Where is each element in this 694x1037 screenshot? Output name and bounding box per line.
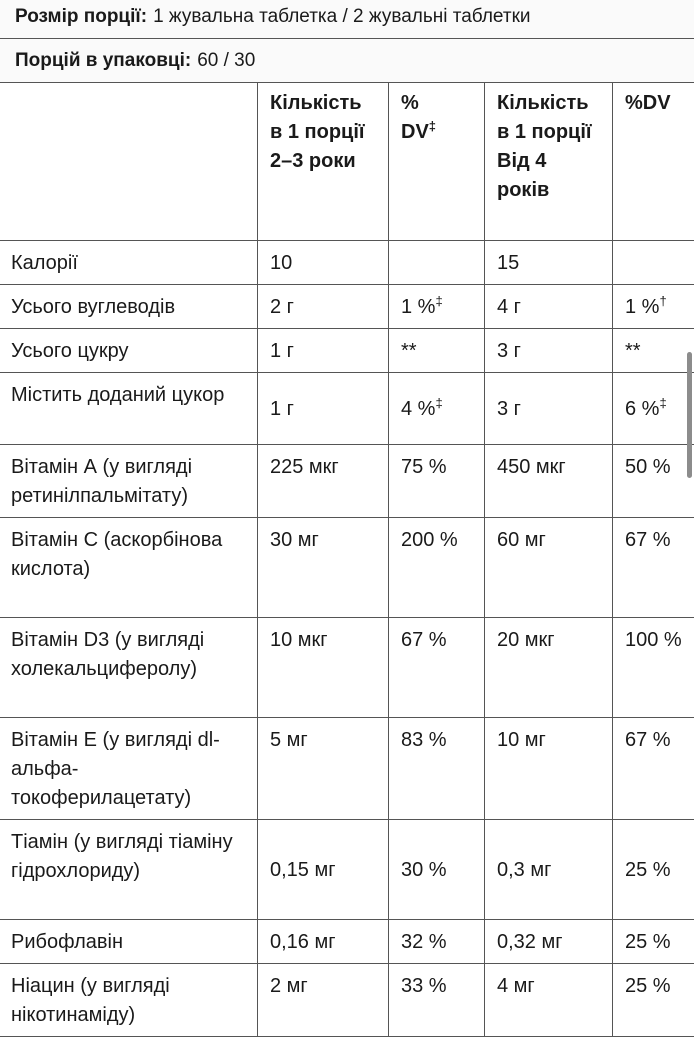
- amount-4-plus-years: 10 мг: [497, 729, 546, 751]
- amount-2-3-years: 10: [270, 252, 292, 274]
- amount-4-plus-years-cell: [485, 241, 613, 285]
- nutrient-name: Вітамін E (у вигляді dl-альфа-токоферилацетату): [11, 729, 220, 809]
- nutrient-name-cell: [0, 920, 258, 964]
- dv-4-plus-years: **: [625, 340, 641, 362]
- amount-4-plus-years-cell: [485, 920, 613, 964]
- amount-2-3-years: 0,15 мг: [270, 859, 336, 881]
- dv-4-plus-years-cell: [613, 718, 694, 820]
- dv-4-plus-years: 6 %: [625, 398, 659, 420]
- amount-4-plus-years: 60 мг: [497, 529, 546, 551]
- dv-4-plus-years: 67 %: [625, 729, 671, 751]
- servings-per-container-value: 60 / 30: [197, 50, 255, 72]
- table-row: [0, 920, 694, 964]
- amount-2-3-years-cell: [258, 241, 389, 285]
- serving-size-label: Розмір порції:: [15, 6, 147, 28]
- amount-4-plus-years-cell: [485, 329, 613, 373]
- dv-2-3-years-cell: [389, 518, 485, 618]
- dv-4-plus-years-cell: [613, 445, 694, 518]
- dv-2-3-years: 67 %: [401, 629, 447, 651]
- amount-4-plus-years: 0,3 мг: [497, 859, 551, 881]
- dv-2-3-years: 33 %: [401, 975, 447, 997]
- amount-2-3-years-cell: [258, 618, 389, 718]
- dv-4-plus-years-cell: [613, 920, 694, 964]
- amount-4-plus-years: 3 г: [497, 340, 521, 362]
- amount-2-3-years: 30 мг: [270, 529, 319, 551]
- nutrient-name: Тіамін (у вигляді тіаміну гідрохлориду): [11, 831, 233, 882]
- amount-4-plus-years-cell: [485, 518, 613, 618]
- dv-2-3-years: 1 %: [401, 296, 435, 318]
- dv-2-3-years: 83 %: [401, 729, 447, 751]
- amount-2-3-years-cell: [258, 373, 389, 445]
- amount-2-3-years-cell: [258, 518, 389, 618]
- nutrient-name-cell: [0, 241, 258, 285]
- dv-2-3-years-footnote-mark: ‡: [435, 293, 442, 308]
- dv-2-3-years-cell: [389, 241, 485, 285]
- dv-2-3-years: 200 %: [401, 529, 458, 551]
- serving-size-value: 1 жувальна таблетка / 2 жувальні таблетки: [153, 6, 530, 28]
- table-row: [0, 518, 694, 618]
- amount-2-3-years: 10 мкг: [270, 629, 328, 651]
- nutrient-name: Містить доданий цукор: [11, 384, 224, 406]
- dv-2-3-years: 4 %: [401, 398, 435, 420]
- header-dv-old-text: %DV: [625, 92, 671, 114]
- amount-2-3-years-cell: [258, 445, 389, 518]
- amount-2-3-years-cell: [258, 920, 389, 964]
- nutrient-name-cell: [0, 618, 258, 718]
- dv-2-3-years-cell: [389, 618, 485, 718]
- nutrient-name-cell: [0, 718, 258, 820]
- dv-4-plus-years: 50 %: [625, 456, 671, 478]
- amount-2-3-years: 5 мг: [270, 729, 308, 751]
- table-row: [0, 241, 694, 285]
- table-row: [0, 820, 694, 920]
- header-dv-percent: %: [401, 92, 419, 114]
- dv-2-3-years-cell: [389, 718, 485, 820]
- dv-4-plus-years-footnote-mark: ‡: [659, 395, 666, 410]
- header-dv-label: DV: [401, 121, 429, 143]
- nutrient-name-cell: [0, 329, 258, 373]
- amount-2-3-years: 2 г: [270, 296, 294, 318]
- amount-2-3-years-cell: [258, 329, 389, 373]
- table-header-row: [0, 83, 694, 241]
- dv-2-3-years-cell: [389, 285, 485, 329]
- table-row: [0, 285, 694, 329]
- nutrient-name: Вітамін D3 (у вигляді холекальциферолу): [11, 629, 204, 680]
- serving-size-row: [0, 0, 694, 38]
- table-row: [0, 964, 694, 1037]
- nutrient-name-cell: [0, 445, 258, 518]
- header-dv-4-plus-years: [613, 83, 694, 241]
- amount-2-3-years-cell: [258, 820, 389, 920]
- dv-4-plus-years: 67 %: [625, 529, 671, 551]
- table-row: [0, 618, 694, 718]
- nutrient-name-cell: [0, 285, 258, 329]
- dv-4-plus-years: 100 %: [625, 629, 682, 651]
- table-row: [0, 329, 694, 373]
- header-blank: [0, 83, 258, 241]
- header-amount-2-3-years: [258, 83, 389, 241]
- nutrient-name-cell: [0, 820, 258, 920]
- dv-4-plus-years: 25 %: [625, 931, 671, 953]
- nutrient-name: Вітамін C (аскорбінова кислота): [11, 529, 222, 580]
- nutrient-name: Рибофлавін: [11, 931, 123, 953]
- scrollbar-thumb[interactable]: [687, 352, 692, 478]
- header-dv-mark: ‡: [429, 118, 436, 133]
- nutrient-name: Вітамін А (у вигляді ретинілпальмітату): [11, 456, 192, 507]
- amount-2-3-years: 1 г: [270, 340, 294, 362]
- dv-2-3-years-cell: [389, 445, 485, 518]
- amount-2-3-years: 225 мкг: [270, 456, 339, 478]
- amount-2-3-years-cell: [258, 718, 389, 820]
- dv-4-plus-years-cell: [613, 241, 694, 285]
- dv-2-3-years-cell: [389, 820, 485, 920]
- amount-2-3-years: 1 г: [270, 398, 294, 420]
- dv-4-plus-years: 25 %: [625, 859, 671, 881]
- dv-2-3-years: **: [401, 340, 417, 362]
- amount-4-plus-years: 450 мкг: [497, 456, 566, 478]
- amount-4-plus-years-cell: [485, 820, 613, 920]
- nutrition-table: [0, 82, 694, 1037]
- dv-2-3-years-cell: [389, 964, 485, 1037]
- amount-4-plus-years-cell: [485, 964, 613, 1037]
- dv-4-plus-years-cell: [613, 518, 694, 618]
- dv-4-plus-years-cell: [613, 373, 694, 445]
- amount-2-3-years-cell: [258, 964, 389, 1037]
- dv-4-plus-years-cell: [613, 329, 694, 373]
- amount-4-plus-years: 3 г: [497, 398, 521, 420]
- amount-4-plus-years: 20 мкг: [497, 629, 555, 651]
- dv-2-3-years-footnote-mark: ‡: [435, 395, 442, 410]
- nutrient-name: Ніацин (у вигляді нікотинаміду): [11, 975, 170, 1026]
- amount-4-plus-years: 0,32 мг: [497, 931, 563, 953]
- dv-2-3-years-cell: [389, 373, 485, 445]
- header-amount-2-3-years-text: Кількість в 1 порції 2–3 роки: [270, 92, 365, 172]
- header-dv-2-3-years: [389, 83, 485, 241]
- amount-4-plus-years: 4 мг: [497, 975, 535, 997]
- dv-4-plus-years-cell: [613, 618, 694, 718]
- nutrient-name: Усього вуглеводів: [11, 296, 175, 318]
- dv-2-3-years: 30 %: [401, 859, 447, 881]
- amount-4-plus-years-cell: [485, 718, 613, 820]
- table-row: [0, 373, 694, 445]
- amount-2-3-years: 2 мг: [270, 975, 308, 997]
- servings-per-container-label: Порцій в упаковці:: [15, 50, 191, 72]
- dv-2-3-years-cell: [389, 920, 485, 964]
- amount-4-plus-years-cell: [485, 285, 613, 329]
- amount-4-plus-years-cell: [485, 373, 613, 445]
- dv-4-plus-years-cell: [613, 820, 694, 920]
- nutrient-name-cell: [0, 373, 258, 445]
- nutrient-name: Усього цукру: [11, 340, 129, 362]
- amount-4-plus-years-cell: [485, 445, 613, 518]
- dv-4-plus-years: 25 %: [625, 975, 671, 997]
- nutrient-name-cell: [0, 964, 258, 1037]
- amount-2-3-years: 0,16 мг: [270, 931, 336, 953]
- header-amount-4-plus-years-text: Кількість в 1 порції Від 4 років: [497, 92, 592, 201]
- table-row: [0, 445, 694, 518]
- dv-4-plus-years: 1 %: [625, 296, 659, 318]
- dv-2-3-years: 75 %: [401, 456, 447, 478]
- dv-4-plus-years-cell: [613, 285, 694, 329]
- servings-per-container-row: [0, 38, 694, 82]
- nutrient-name: Калорії: [11, 252, 78, 274]
- amount-4-plus-years: 15: [497, 252, 519, 274]
- amount-2-3-years-cell: [258, 285, 389, 329]
- header-amount-4-plus-years: [485, 83, 613, 241]
- nutrient-name-cell: [0, 518, 258, 618]
- amount-4-plus-years-cell: [485, 618, 613, 718]
- dv-2-3-years: 32 %: [401, 931, 447, 953]
- table-row: [0, 718, 694, 820]
- amount-4-plus-years: 4 г: [497, 296, 521, 318]
- dv-2-3-years-cell: [389, 329, 485, 373]
- dv-4-plus-years-cell: [613, 964, 694, 1037]
- dv-4-plus-years-footnote-mark: †: [659, 293, 666, 308]
